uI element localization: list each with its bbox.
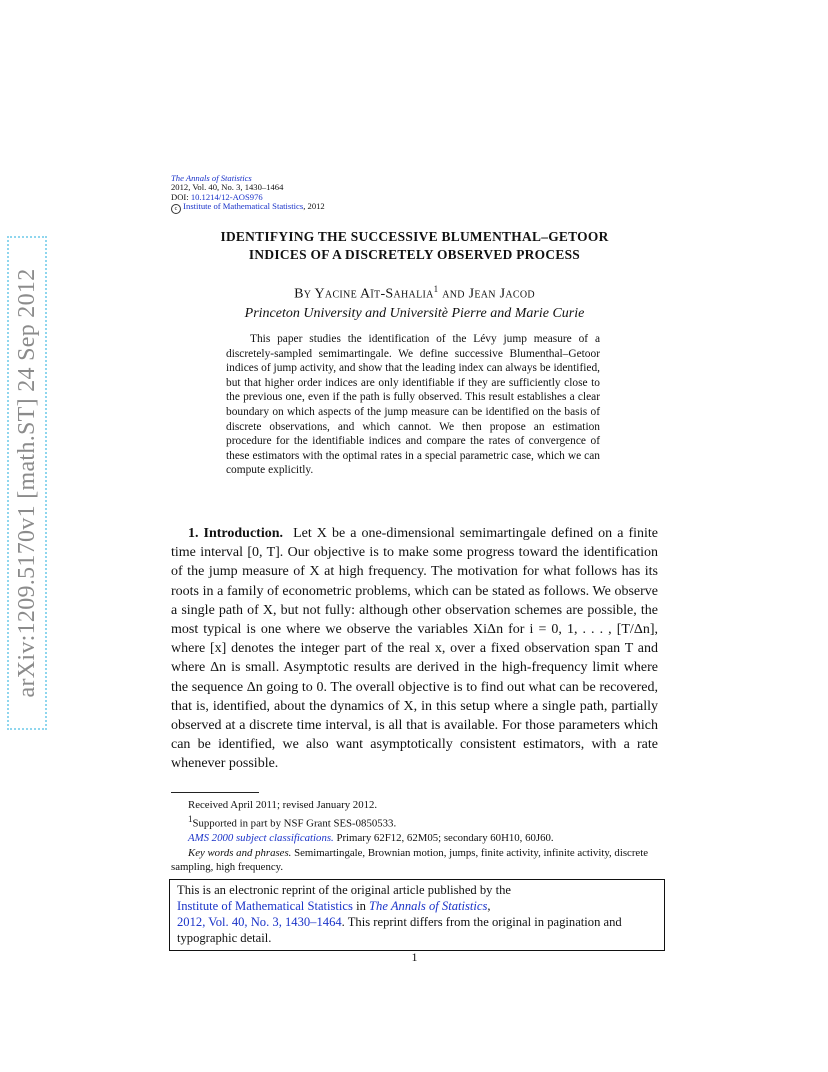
- copyright-icon: c: [171, 204, 181, 214]
- copyright-year: , 2012: [303, 201, 325, 212]
- volume-line: 2012, Vol. 40, No. 3, 1430–1464: [171, 182, 284, 193]
- support-text: Supported in part by NSF Grant SES-0850533.: [192, 818, 397, 830]
- arxiv-stamp-text: arXiv:1209.5170v1 [math.ST] 24 Sep 2012: [7, 236, 47, 730]
- reprint-comma: ,: [487, 899, 491, 913]
- reprint-in: in: [352, 899, 370, 913]
- reprint-notice: [169, 879, 665, 951]
- received-note: Received April 2011; revised January 2012.: [188, 799, 378, 811]
- authors: [171, 280, 658, 304]
- page-number: 1: [411, 950, 418, 964]
- institute-link[interactable]: Institute of Mathematical Statistics: [183, 201, 304, 212]
- keywords-label: Key words and phrases.: [188, 846, 292, 859]
- ams-text: Primary 62F12, 62M05; secondary 60H10, 60J60.: [333, 832, 554, 845]
- authors-by: By: [294, 286, 315, 302]
- keywords: [171, 846, 658, 875]
- section-heading: 1. Introduction.: [188, 526, 284, 541]
- author-1: Yacine Aït-Sahalia: [314, 286, 434, 302]
- support-note: [171, 812, 658, 831]
- reprint-line-1: This is an electronic reprint of the original article published by the: [177, 883, 511, 897]
- copyright-line: [171, 202, 325, 214]
- keywords-text: Semimartingale, Brownian motion, jumps, finite activity, infinite activity, discrete sampling, high frequency.: [171, 846, 648, 874]
- abstract-text: This paper studies the identification of the Lévy jump measure of a discretely-sampled semimartingale. We define successive Blumenthal–Getoor indices of jump activity, and show that the leading index can always be identified, but that higher order indices are only identifiable if they are sufficiently close to the previous one, even if the path is fully observed. This result establishes a clear boundary on which aspects of the jump measure can be identified on the basis of discrete observations, and which cannot. We then propose an estimation procedure for the identifiable indices and compare the rates of convergence of these estimators with the optimal rates in a special parametric case, which we can compute explicitly.: [226, 333, 600, 477]
- ams-classification-link[interactable]: AMS 2000 subject classifications.: [188, 832, 334, 845]
- footnotes: [171, 798, 658, 875]
- intro-paragraph: [171, 524, 658, 774]
- authors-and: and: [438, 286, 469, 302]
- author-1-footnote-mark[interactable]: 1: [433, 284, 439, 294]
- title-line-1: IDENTIFYING THE SUCCESSIVE BLUMENTHAL–GETOOR: [220, 229, 609, 244]
- ams-classifications: [171, 831, 658, 845]
- paper-title: [171, 228, 658, 264]
- doi-link[interactable]: 10.1214/12-AOS976: [190, 191, 263, 202]
- affiliation: Princeton University and Universitè Pierre and Marie Curie: [244, 306, 585, 321]
- reprint-volume-link[interactable]: 2012, Vol. 40, No. 3, 1430–1464: [177, 915, 342, 929]
- abstract: [226, 332, 600, 478]
- title-line-2: INDICES OF A DISCRETELY OBSERVED PROCESS: [248, 247, 581, 262]
- doi-prefix: DOI:: [171, 191, 191, 202]
- footnote-divider: [171, 792, 259, 793]
- journal-name-link[interactable]: The Annals of Statistics: [171, 173, 252, 183]
- author-2: Jean Jacod: [468, 286, 535, 302]
- introduction-section: [171, 524, 658, 774]
- journal-header: [171, 174, 325, 214]
- support-footnote-mark: 1: [188, 814, 193, 825]
- intro-text: Let X be a one-dimensional semimartingale defined on a finite time interval [0, T]. Our objective is to make some progress toward the identification of the jump measure of X at high frequency. The motivation for what follows has its roots in a family of econometric problems, which can be stated as follows. We observe a single path of X, but not fully: although other observation schemes are possible, the most typical is one where we observe the variables XiΔn for i = 0, 1, . . . , [T/Δn], where [x] denotes the integer part of the real x, over a fixed observation span T and where Δn is small. Asymptotic results are derived in the high-frequency limit where the sequence Δn going to 0. The overall objective is to find out what can be recovered, that is, identified, about the dynamics of X, in this setup where a single path, partially observed at a discrete time interval, is all that is available. For those parameters which can be identified, we also want asymptotically consistent estimators, with a rate whenever possible.: [171, 526, 659, 772]
- reprint-journal-link[interactable]: The Annals of Statistics: [369, 899, 488, 913]
- reprint-rest: . This reprint differs from the original in pagination and typographic detail.: [177, 915, 622, 945]
- reprint-institute-link[interactable]: Institute of Mathematical Statistics: [177, 899, 353, 913]
